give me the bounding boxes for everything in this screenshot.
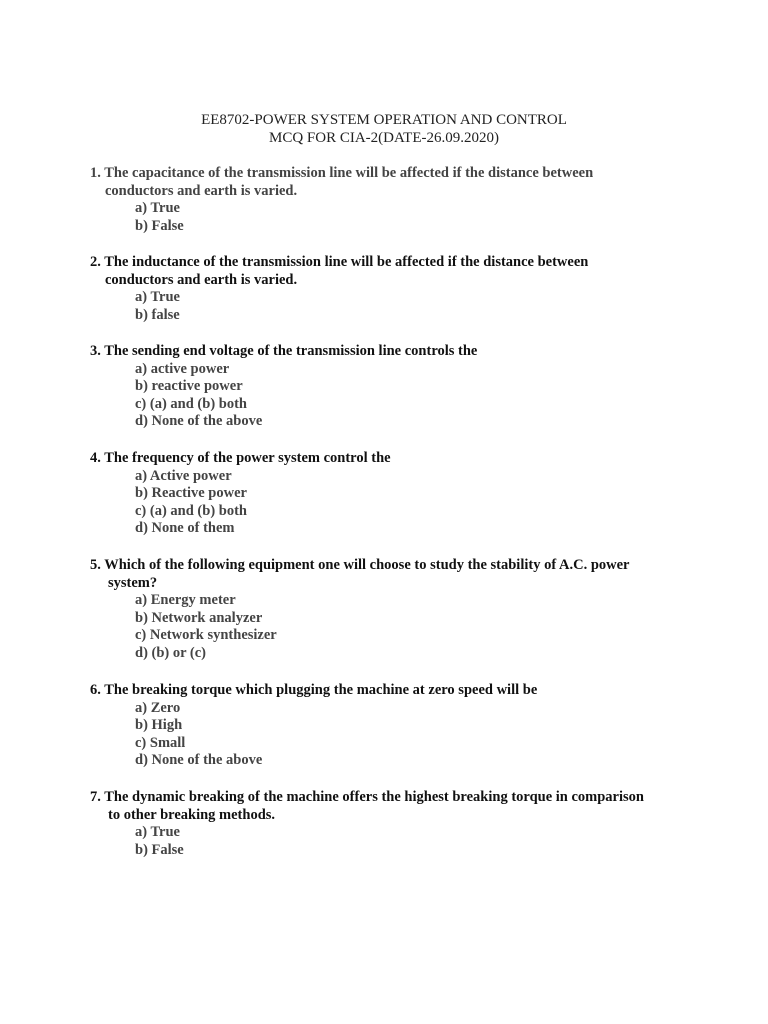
- exam-title: MCQ FOR CIA-2(DATE-26.09.2020): [269, 130, 499, 146]
- question-5: [90, 557, 690, 663]
- option-b: b) reactive power: [135, 378, 243, 395]
- option-list: [90, 289, 690, 324]
- question-2: [90, 254, 690, 324]
- question-6: [90, 682, 690, 770]
- option-a: a) True: [135, 824, 180, 841]
- option-list: [90, 468, 690, 538]
- option-a: a) True: [135, 200, 180, 217]
- option-d: d) None of them: [135, 520, 235, 537]
- option-a: a) Energy meter: [135, 592, 236, 609]
- option-a: a) active power: [135, 360, 230, 377]
- question-text-continued: system?: [108, 574, 158, 591]
- question-text-continued: conductors and earth is varied.: [105, 182, 298, 199]
- option-b: b) Network analyzer: [135, 609, 263, 626]
- option-b: b) false: [135, 306, 180, 323]
- option-a: a) True: [135, 289, 180, 306]
- question-text: 6. The breaking torque which plugging the machine at zero speed will be: [90, 682, 538, 698]
- question-text: 5. Which of the following equipment one will choose to study the stability of A.C. power: [90, 557, 630, 573]
- option-list: [90, 592, 690, 662]
- option-b: b) False: [135, 841, 184, 858]
- option-a: a) Active power: [135, 467, 232, 484]
- question-text: 2. The inductance of the transmission line will be affected if the distance between: [90, 254, 589, 270]
- document-header: [0, 111, 768, 147]
- question-1: [90, 165, 690, 235]
- option-d: d) None of the above: [135, 752, 263, 769]
- option-b: b) False: [135, 217, 184, 234]
- question-4: [90, 450, 690, 538]
- option-list: [90, 700, 690, 770]
- option-b: b) High: [135, 717, 183, 734]
- question-7: [90, 789, 690, 859]
- option-c: c) (a) and (b) both: [135, 502, 247, 519]
- option-b: b) Reactive power: [135, 485, 247, 502]
- question-text-continued: conductors and earth is varied.: [105, 271, 298, 288]
- question-text: 3. The sending end voltage of the transmission line controls the: [90, 343, 478, 359]
- question-text-continued: to other breaking methods.: [108, 806, 276, 823]
- option-list: [90, 361, 690, 431]
- question-text: 1. The capacitance of the transmission line will be affected if the distance between: [90, 165, 594, 181]
- question-text: 4. The frequency of the power system control the: [90, 450, 391, 466]
- option-c: c) Small: [135, 734, 186, 751]
- option-c: c) (a) and (b) both: [135, 395, 247, 412]
- option-a: a) Zero: [135, 699, 181, 716]
- option-list: [90, 200, 690, 235]
- option-d: d) (b) or (c): [135, 644, 207, 661]
- course-title: EE8702-POWER SYSTEM OPERATION AND CONTROL: [201, 112, 567, 128]
- option-list: [90, 824, 690, 859]
- option-c: c) Network synthesizer: [135, 627, 277, 644]
- question-text: 7. The dynamic breaking of the machine offers the highest breaking torque in comparison: [90, 789, 644, 805]
- option-d: d) None of the above: [135, 413, 263, 430]
- question-3: [90, 343, 690, 431]
